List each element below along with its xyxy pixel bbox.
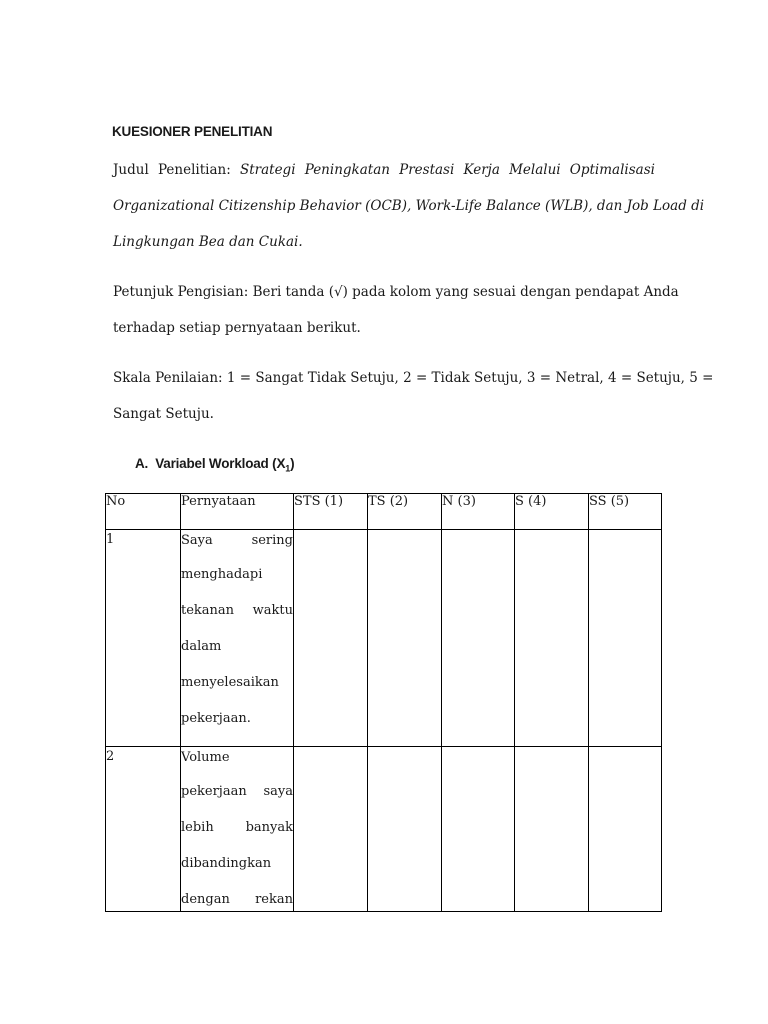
- response-cell-s[interactable]: [515, 530, 589, 747]
- statement-line: pekerjaan.: [181, 711, 251, 726]
- header-ts: TS (2): [368, 494, 442, 530]
- research-title-line-1: [113, 162, 655, 178]
- statement-line: menyelesaikan: [181, 675, 279, 690]
- instructions-line-2: terhadap setiap pernyataan berikut.: [113, 320, 361, 336]
- response-cell-ts[interactable]: [368, 747, 442, 912]
- statement-line: [181, 783, 293, 819]
- statement-word: rekan: [255, 892, 293, 907]
- section-heading-label: A. Variabel Workload (X: [135, 456, 286, 471]
- header-s: S (4): [515, 494, 589, 530]
- table-row: [106, 530, 662, 747]
- row-statement: [181, 747, 294, 912]
- instructions-line-1: Petunjuk Pengisian: Beri tanda (√) pada kolom yang sesuai dengan pendapat Anda: [113, 284, 679, 300]
- research-title-word: Optimalisasi: [569, 162, 655, 178]
- response-cell-ss[interactable]: [589, 530, 662, 747]
- response-cell-sts[interactable]: [294, 530, 368, 747]
- rating-scale-line-2: Sangat Setuju.: [113, 406, 214, 422]
- document-title: KUESIONER PENELITIAN: [112, 124, 273, 139]
- response-cell-s[interactable]: [515, 747, 589, 912]
- rating-scale-line-1: Skala Penilaian: 1 = Sangat Tidak Setuju, 2 = Tidak Setuju, 3 = Netral, 4 = Setuju, 5 =: [113, 370, 714, 386]
- research-title-word: Peningkatan: [304, 162, 390, 178]
- table-row: [106, 747, 662, 912]
- statement-line: dibandingkan: [181, 856, 272, 871]
- statement-word: lebih: [181, 820, 214, 835]
- statement-line: Volume: [181, 750, 230, 765]
- statement-word: saya: [263, 784, 293, 799]
- research-title-line-3: Lingkungan Bea dan Cukai.: [113, 234, 303, 250]
- header-no: No: [106, 494, 181, 530]
- statement-word: pekerjaan: [181, 784, 247, 799]
- header-n: N (3): [442, 494, 515, 530]
- statement-word: sering: [251, 533, 293, 548]
- research-title-label-2: Penelitian:: [157, 162, 231, 178]
- response-cell-sts[interactable]: [294, 747, 368, 912]
- statement-line: dalam: [181, 639, 222, 654]
- header-statement: Pernyataan: [181, 494, 294, 530]
- header-sts: STS (1): [294, 494, 368, 530]
- response-cell-n[interactable]: [442, 530, 515, 747]
- header-ss: SS (5): [589, 494, 662, 530]
- statement-line: [181, 530, 293, 566]
- statement-word: waktu: [252, 603, 293, 618]
- row-number: 1: [106, 530, 181, 747]
- statement-word: Saya: [181, 533, 213, 548]
- research-title-word: Kerja: [463, 162, 500, 178]
- response-cell-ss[interactable]: [589, 747, 662, 912]
- research-title-line-2: Organizational Citizenship Behavior (OCB), Work-Life Balance (WLB), dan Job Load di: [113, 198, 705, 214]
- section-heading-subscript: 1: [285, 463, 291, 474]
- response-cell-n[interactable]: [442, 747, 515, 912]
- section-heading: [135, 456, 294, 474]
- row-statement: [181, 530, 294, 747]
- table-header-row: [106, 494, 662, 530]
- research-title-word: Melalui: [509, 162, 561, 178]
- statement-line: menghadapi: [181, 567, 263, 582]
- statement-word: banyak: [245, 820, 293, 835]
- research-title-word: Prestasi: [399, 162, 455, 178]
- section-heading-suffix: ): [290, 456, 295, 471]
- research-title-word: Strategi: [239, 162, 296, 178]
- statement-word: tekanan: [181, 603, 235, 618]
- research-title-label-1: Judul: [113, 162, 149, 178]
- statement-line: [181, 602, 293, 638]
- response-cell-ts[interactable]: [368, 530, 442, 747]
- statement-line: [181, 891, 293, 911]
- row-number: 2: [106, 747, 181, 912]
- statement-word: dengan: [181, 892, 230, 907]
- questionnaire-table: [105, 493, 662, 912]
- statement-line: [181, 819, 293, 855]
